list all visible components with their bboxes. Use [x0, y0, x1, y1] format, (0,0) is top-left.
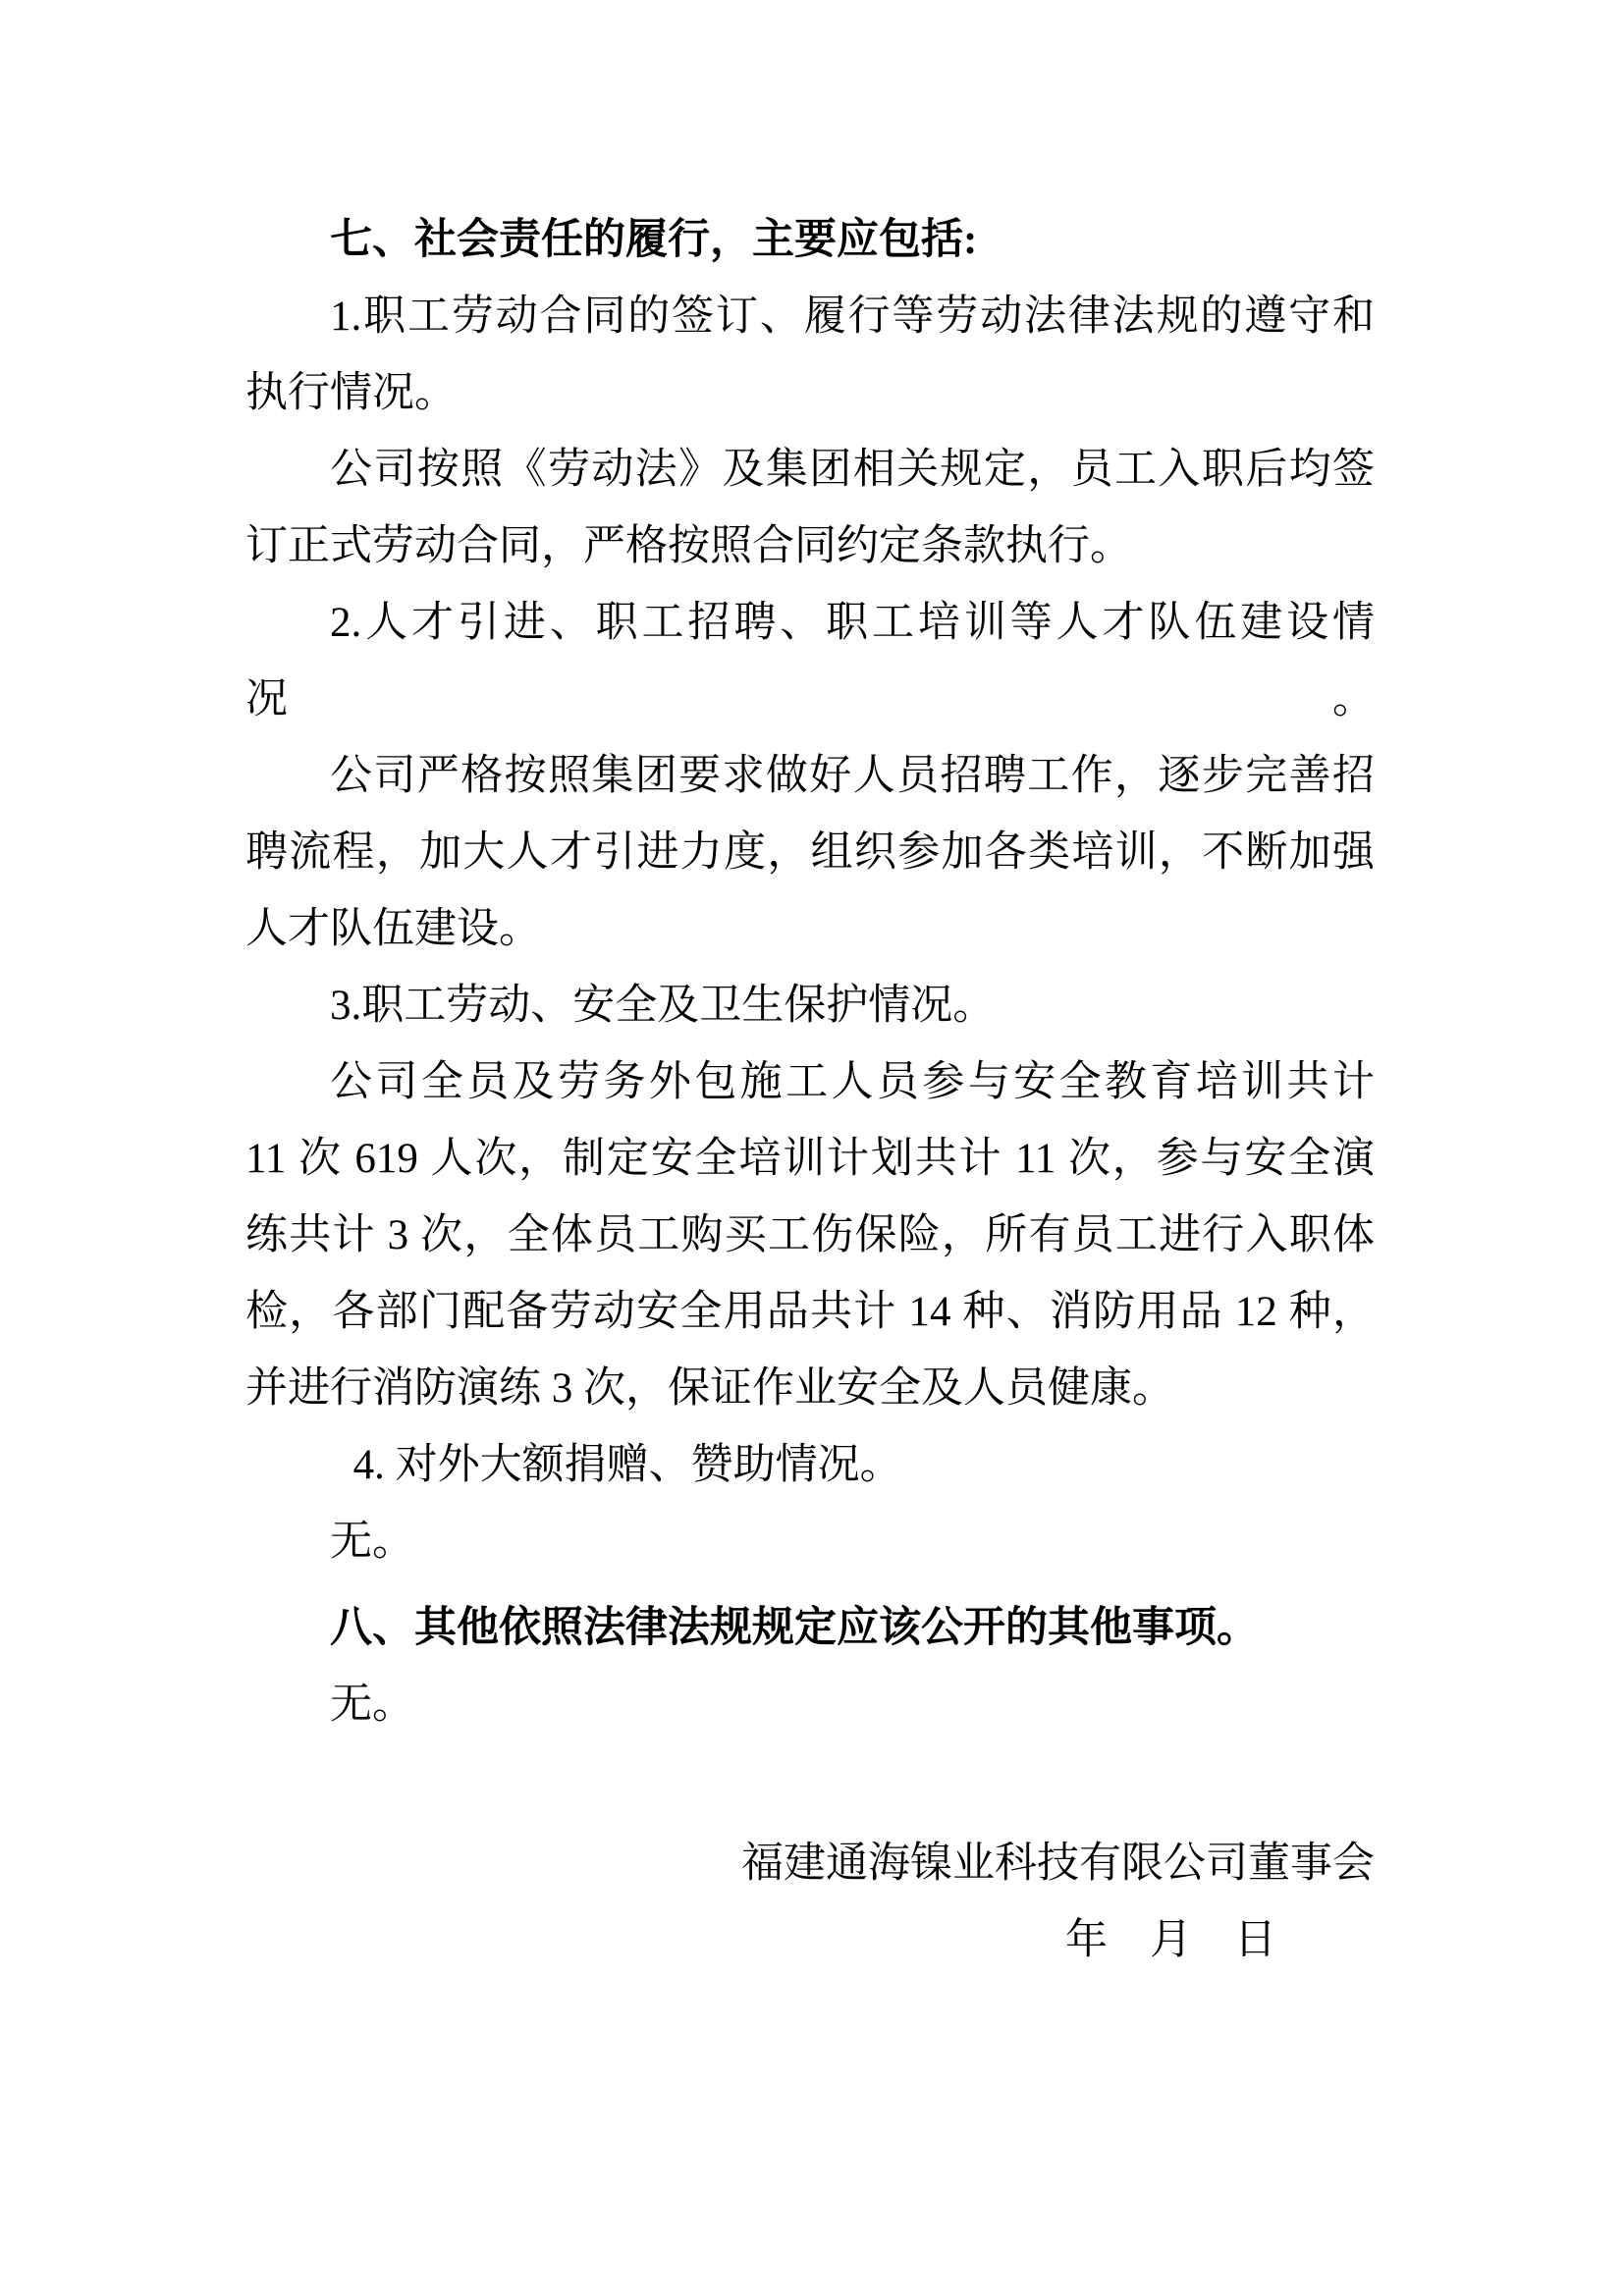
section-8-heading: 八、其他依照法律法规规定应该公开的其他事项。 — [330, 1605, 1259, 1651]
section-7-heading: 七、社会责任的履行，主要应包括: — [330, 217, 978, 263]
paragraph-line: 无。 — [330, 1682, 414, 1728]
paragraph-line: 11 次 619 人次，制定安全培训计划共计 11 次，参与安全演 — [245, 1136, 1375, 1182]
paragraph-line: 公司严格按照集团要求做好人员招聘工作，逐步完善招 — [330, 753, 1375, 799]
paragraph-line: 2.人才引进、职工招聘、职工培训等人才队伍建设情况。 — [245, 600, 1375, 722]
paragraph-line: 4. 对外大额捐赠、赞助情况。 — [352, 1442, 902, 1488]
paragraph-line: 1.职工劳动合同的签订、履行等劳动法律法规的遵守和 — [330, 294, 1375, 340]
signature-date: 年 月 日 — [1065, 1917, 1276, 1963]
paragraph-line: 聘流程，加大人才引进力度，组织参加各类培训，不断加强 — [245, 829, 1375, 876]
paragraph-line: 公司按照《劳动法》及集团相关规定，员工入职后均签 — [330, 447, 1375, 493]
paragraph-line: 公司全员及劳务外包施工人员参与安全教育培训共计 — [330, 1059, 1375, 1105]
signature-block — [245, 1826, 1375, 1979]
document-body — [245, 202, 1375, 1979]
paragraph-line: 练共计 3 次，全体员工购买工伤保险，所有员工进行入职体 — [245, 1212, 1375, 1258]
paragraph-line: 无。 — [330, 1519, 414, 1565]
paragraph-line: 3.职工劳动、安全及卫生保护情况。 — [330, 983, 996, 1029]
paragraph-line: 订正式劳动合同，严格按照合同约定条款执行。 — [245, 523, 1132, 569]
paragraph-line: 检，各部门配备劳动安全用品共计 14 种、消防用品 12 种， — [245, 1289, 1375, 1335]
paragraph-line: 并进行消防演练 3 次，保证作业安全及人员健康。 — [245, 1365, 1174, 1412]
paragraph-line: 人才队伍建设。 — [245, 906, 541, 952]
paragraph-line: 执行情况。 — [245, 370, 457, 416]
signature-company: 福建通海镍业科技有限公司董事会 — [741, 1841, 1375, 1887]
